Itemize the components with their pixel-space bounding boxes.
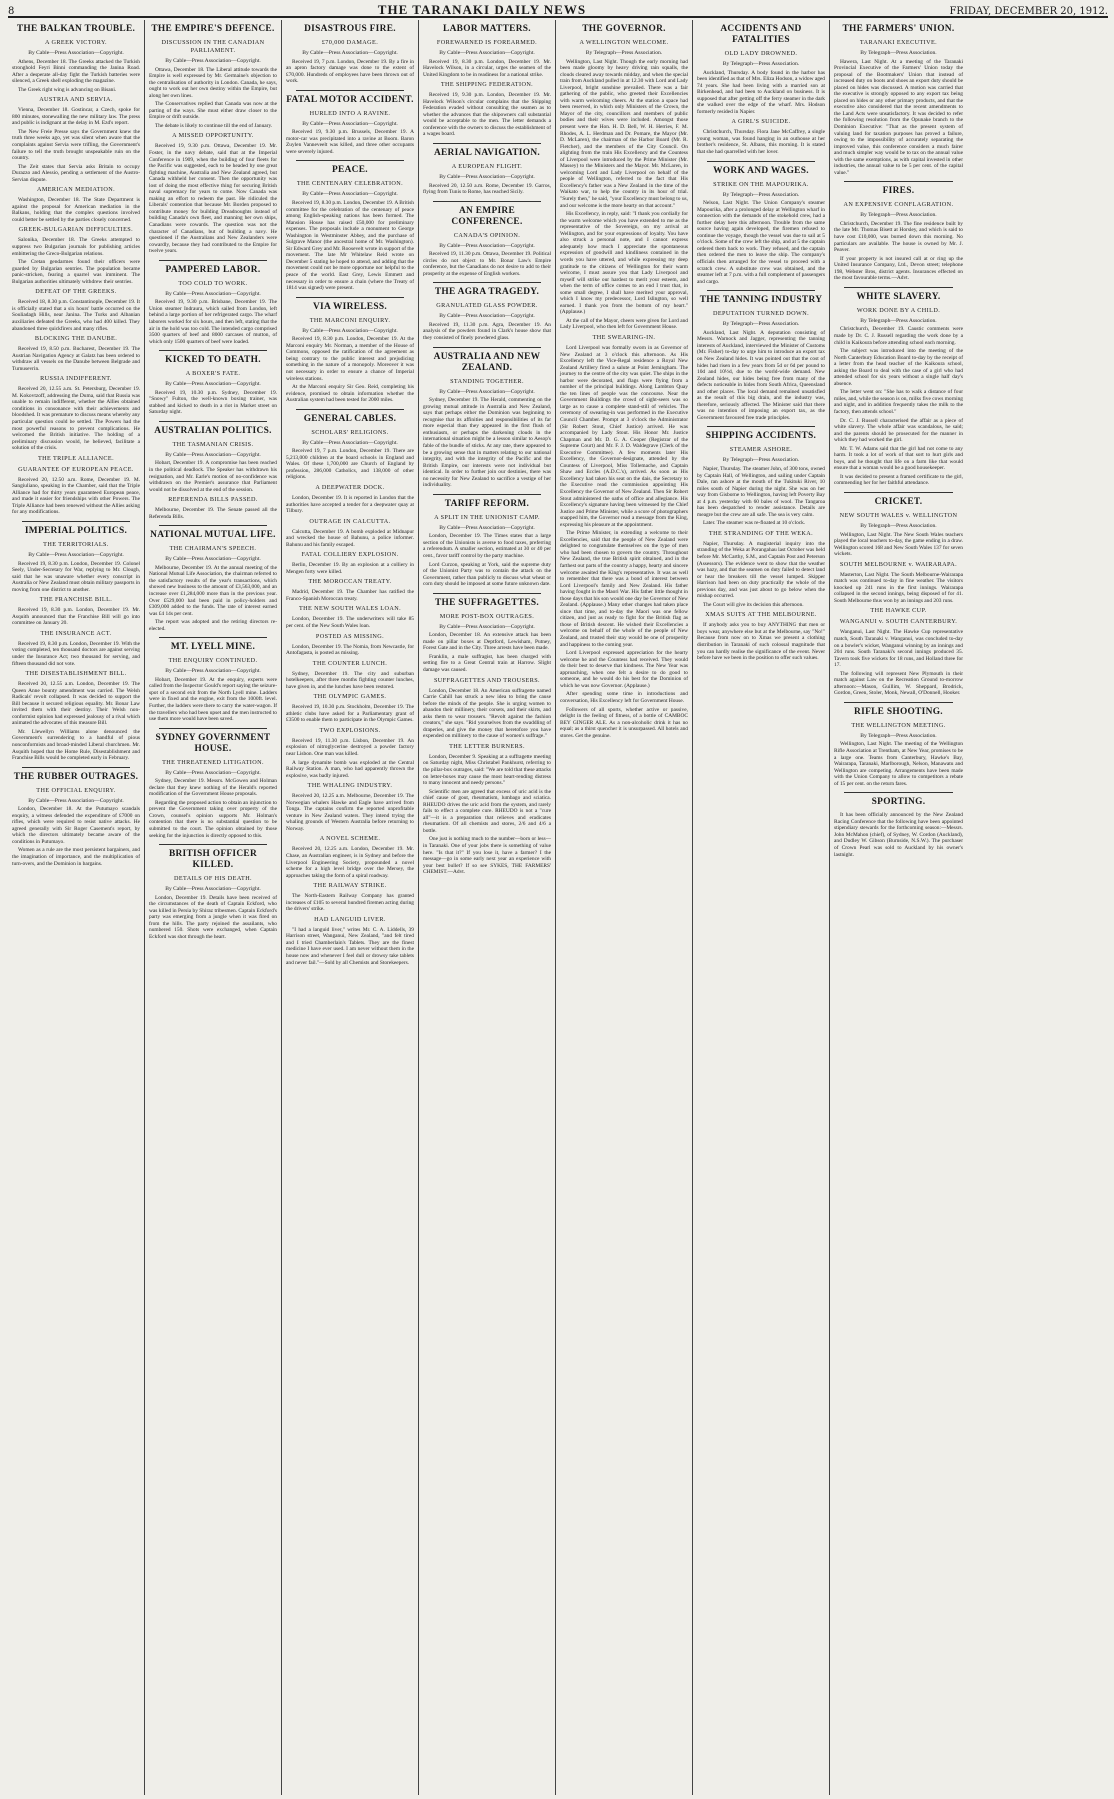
article-subheading: STRIKE ON THE MAPOURIKA. <box>713 180 809 188</box>
article-byline: By Cable—Press Association—Copyright. <box>165 381 261 388</box>
article-subheading: STEAMER ASHORE. <box>729 446 793 454</box>
article-subheading: DETAILS OF HIS DEATH. <box>173 875 253 883</box>
article-subheading: HAD LANGUID LIVER. <box>314 915 386 923</box>
article-byline: By Telegraph—Press Association. <box>722 191 800 198</box>
article-paragraph: The report was adopted and the retiring directors re-elected. <box>149 619 277 632</box>
article-divider <box>707 426 815 427</box>
article-divider <box>159 525 267 526</box>
article-paragraph: London, December 9. Speaking at a suffragette meeting on Saturday night, Miss Christabel Pankhurst, referring to the pillar-box outrages, said: "We are told that these attacks on letter-boxes may cause the most heart-rending distress to many innocent and needy persons." <box>423 753 551 787</box>
article-subheading: A BOXER'S FATE. <box>185 370 241 378</box>
article-headline: THE BALKAN TROUBLE. <box>16 24 136 34</box>
article-paragraph: Wellington, Last Night. Though the early morning had been made gloomy by heavy driving rain squalls, the clouds cleared away towards midday, and when the special train from Auckland pulled in at 12.30 with Lord and Lady Liverpool, bright sunshine prevailed. There was a fair gathering of the public, who greeted their Excellencies with warm welcoming cheers. At the station a space had been reserved, in which only Ministers of the Crown, the Mayor of the city, councillors and members of public bodies and their wives were included. Amongst those present were the Hon. H. D. Bell, W. H. Herries, F. M. Rhodes, A. L. Herdman and Dr. Pomare, the Mayor (Mr. D. McLaren), the chairman of the Harbor Board (Mr. R. Fletcher), and the members of the City Council. On alighting from the train His Excellency and the Countess of Liverpool were introduced by the Prime Minister (Mr. Massey) to the Ministers and the Mayor. Mr. McLaren, in welcoming Lord and Lady Liverpool on behalf of the people of Wellington, referred to the fact that His Excellency's father was a New Zealand in the time of the Waikato war, to help the country in its hour of trial. "Surely then," he said, "your Excellency must belong to us, and our welcome is the more hearty on that account." <box>560 58 688 209</box>
article-paragraph: Received 19, 7 p.m. London, December 19. By a fire in an apron factory damage was done to the extent of £70,000. Hundreds of employees have been thrown out of work. <box>286 58 414 85</box>
article-subheading: SOUTH MELBOURNE v. WAIRARAPA. <box>839 560 958 568</box>
article-byline: By Cable—Press Association—Copyright. <box>302 191 398 198</box>
article-paragraph: It has been officially announced by the New Zealand Racing Conference that the following have been appointed stipendiary stewards for the forthcoming season:—Messrs. John McMahon (chief), of Sydney, W. Cordon (Auckland), and Dudley W. Gibson (Burnside, N.S.W.). The purchaser of Crown Pearl was sold to Auckland by his owner's lastnight. <box>834 812 963 858</box>
article-subheading: WANGANUI v. SOUTH CANTERBURY. <box>839 618 958 626</box>
article-paragraph: Napier, Thursday. The steamer John, of 300 tons, owned by Captain Hall, of Wellington, and sailing under Captain Dale, ran ashore at the mouth of the Tukituki River, 10 miles south of Napier during the night. She was on her way from Gisborne to Wellington, having left Poverty Bay at 4 p.m. yesterday with 60 bales of wool. The Tangaroa has been despatched to render assistance. Details are meagre but the crew are all safe. The sea is very calm. <box>697 465 825 518</box>
article-headline: FATAL MOTOR ACCIDENT. <box>286 94 414 105</box>
article-divider <box>159 728 267 729</box>
article-byline: By Cable—Press Association—Copyright. <box>28 797 124 804</box>
article-paragraph: Christchurch, December 19. Caustic comments were made by Dr. C. J. Russell regarding the work done by a child in Kaikoura before attending school each morning. <box>834 326 963 346</box>
article-headline: BRITISH OFFICER KILLED. <box>168 849 258 871</box>
article-subheading: DISCUSSION IN THE CANADIAN PARLIAMENT. <box>161 39 265 54</box>
article-headline: THE SUFFRAGETTES. <box>434 597 540 608</box>
article-byline: By Cable—Press Association—Copyright. <box>165 668 261 675</box>
article-paragraph: It was decided to present a framed certificate to the girl, commending her for her faithful attendance. <box>834 473 963 487</box>
article-headline: ACCIDENTS AND FATALITIES <box>720 24 802 45</box>
article-subheading: SCHOLARS' RELIGIONS. <box>311 428 389 436</box>
article-divider <box>433 201 541 202</box>
article-divider <box>22 767 130 768</box>
article-subheading: A DEEPWATER DOCK. <box>315 483 385 491</box>
article-paragraph: Ottawa, December 18. The Liberal attitude towards the Empire is well expressed by Mr. Germaine's objection to the centralisation of authority in London. Canada, he says, ought to work out her own destiny within the Empire, but along her own lines. <box>149 66 277 99</box>
article-headline: AERIAL NAVIGATION. <box>433 148 541 159</box>
article-paragraph: London, December 19. The underwriters will take 85 per cent. of the New South Wales loan. <box>286 616 414 629</box>
article-divider <box>433 282 541 283</box>
article-paragraph: Received 19, 11.30 p.m. Agra, December 19. An analysis of the powders found in Clark's house show that they consisted of finely powdered glass. <box>423 321 551 342</box>
article-paragraph: Received 19, 10.30 p.m. Stockholm, December 19. The athletic clubs have asked for a Parliamentary grant of £3500 to enable them to participate in the Olympic Games. <box>286 704 414 724</box>
article-byline: By Cable—Press Association—Copyright. <box>165 58 261 64</box>
article-paragraph: Received 19, 11.30 p.m. Ottawa, December 19. Political circles do not object to Mr. Bonar Law's Empire conference, but the Canadians do not desire to add to their prosperity at the expense of English workers. <box>423 251 551 277</box>
article-paragraph: After spending some time in introductions and conversation, His Excellency left for Government House. <box>560 691 688 704</box>
article-byline: By Telegraph—Press Association. <box>722 61 800 67</box>
article-paragraph: Vienna, December 18. Gostincar, a Czech, spoke for 800 minutes, stonewalling the new military law. The press and public is indignant at the delay in M. Ezd's report. <box>12 107 140 127</box>
column-3 <box>282 20 419 1795</box>
article-divider <box>844 792 953 793</box>
article-headline: DISASTROUS FIRE. <box>304 24 396 34</box>
article-headline: PEACE. <box>332 165 368 176</box>
column-7 <box>830 20 967 1795</box>
article-paragraph: Received 19, 11.30 p.m. Lisbon, December 19. An explosion of nitroglycerine destroyed a powder factory near Lisbon. One man was killed. <box>286 737 414 757</box>
article-subheading: THE WELLINGTON MEETING. <box>851 721 946 729</box>
article-paragraph: Dr. C. J. Russell characterised the affair as a piece of white slavery. The whole affair was scandalous, he said; and the parents should be prosecuted for the manner in which they had worked the girl. <box>834 417 963 444</box>
article-divider <box>296 297 404 298</box>
article-byline: By Cable—Press Association—Copyright. <box>28 50 124 56</box>
article-subheading: A WELLINGTON WELCOME. <box>579 39 669 46</box>
article-paragraph: Auckland, Thursday. A body found in the harbor has been identified as that of Mrs. Eliza Hodson, a widow aged 74 years. She had been living with a married son at Birkenhead, and had been to Auckland on business. It is supposed that after getting off the ferry steamer in the dark she walked over the edge of the wharf. Mrs. Hodson formerly resided in Napier. <box>697 69 825 115</box>
article-paragraph: Madrid, December 19. The Chamber has ratified the Franco-Spanish Moroccan treaty. <box>286 589 414 602</box>
article-paragraph: Received 19, 8.30 p.m. London, December 19. At the Marconi enquiry Mr. Norman, a member of the House of Commons, opposed the ratification of the agreement as being contrary to the public interest and prejudicing something in the nature of a monopoly. Moreover it was not necessary in order to ensure a chance of Imperial wireless stations. <box>286 336 414 382</box>
article-divider <box>844 702 953 703</box>
article-paragraph: Nelson, Last Night. The Union Company's steamer Mapourika, after a prolonged delay at Wellington wharf in connection with the demands of the stokehold crew, had a further delay here this afternoon. Trouble from the same source having again developed, the firemen refused to continue the voyage, though the vessel was due to sail at 5 o'clock. Some of the crew left the ship, and at 5 the captain ordered them back to work. They refused, and the captain then ordered the men to leave the ship. The company's officials then arranged for the vessel to proceed with a scratch crew. A substitute crew was obtained, and the steamer left at 7 p.m. with a full complement of passengers and cargo. <box>697 200 825 285</box>
article-paragraph: Wellington, Last Night. The New South Wales teachers played the local teachers to-day, the game ending in a draw. Wellington scored 168 and New South Wales 137 for seven wickets. <box>834 531 963 558</box>
article-subheading: A SPLIT IN THE UNIONIST CAMP. <box>434 513 540 521</box>
article-subheading: A MISSED OPPORTUNITY. <box>172 132 254 140</box>
article-subheading: THE TERRITORIALS. <box>43 540 109 548</box>
columns <box>8 20 1108 1795</box>
article-headline: GENERAL CABLES. <box>303 413 397 424</box>
article-byline: By Telegraph—Press Association. <box>585 50 663 56</box>
article-byline: By Cable—Press Association—Copyright. <box>439 623 535 630</box>
article-subheading: THE DISESTABLISHMENT BILL. <box>25 670 127 678</box>
article-divider <box>159 637 267 638</box>
article-byline: By Cable—Press Association—Copyright. <box>302 120 398 127</box>
article-paragraph: If anybody asks you to buy ANYTHING that men or boys wear, anywhere else but at the Melbourne, say "No!" Because from now on to Xmas we present a clothing distribution in Taranaki of such colossal magnitude that you can hardly realise the significance of the event. Never before have we been in the position to offer such values. <box>697 622 825 662</box>
article-headline: LABOR MATTERS. <box>443 24 531 34</box>
article-subheading: A NOVEL SCHEME. <box>319 835 381 843</box>
article-paragraph: Received 19, 9.30 p.m. London, December 19. Mr. Havelock Wilson's circular complains that the Shipping Federation evaded without consulting the seamen as to whether the advances that the shipowners call substantial would be acceptable to the men. The letter demands a conference with the owners to discuss the establishment of a wages board. <box>423 92 551 138</box>
article-subheading: POSTED AS MISSING. <box>315 632 385 640</box>
article-headline: PAMPERED LABOR. <box>165 264 261 275</box>
article-subheading: SUFFRAGETTES AND TROUSERS. <box>433 676 541 684</box>
issue-date: FRIDAY, DECEMBER 20, 1912. <box>949 6 1108 17</box>
article-paragraph: Salonika, December 18. The Greeks attempted to suppress two Bulgarian journals for publishing articles embittering the Greco-Bulgarian relations. <box>12 237 140 257</box>
page-number: 8 <box>8 6 15 17</box>
article-byline: By Cable—Press Association—Copyright. <box>439 242 535 249</box>
article-paragraph: The letter went on: "She has to walk a distance of four miles, and, while the season is on, milks five cows morning and night, and in addition frequently takes the milk to the factory, then attends school." <box>834 389 963 415</box>
article-byline: By Cable—Press Association—Copyright. <box>302 439 398 446</box>
column-1 <box>8 20 145 1795</box>
article-paragraph: The Greek right wing is advancing on Bisani. <box>18 86 117 93</box>
article-paragraph: Sydney, December 19. The city and suburban hotelkeepers, after three months fighting counter lunches, have given in, and the lunches have been restored. <box>286 670 414 690</box>
article-paragraph: Franklin, a male suffragist, has been charged with setting fire to a Great Central train at Harrow. Slight damage was caused. <box>423 653 551 673</box>
article-subheading: HURLED INTO A RAVINE. <box>309 109 391 117</box>
article-byline: By Cable—Press Association—Copyright. <box>165 769 261 776</box>
article-headline: THE RUBBER OUTRAGES. <box>13 771 139 782</box>
article-paragraph: London, December 19. The Nomia, from Newcastle, for Antofagasta, is posted as missing. <box>286 643 414 657</box>
article-subheading: DEPUTATION TURNED DOWN. <box>712 310 810 318</box>
article-headline: THE GOVERNOR. <box>582 24 666 34</box>
article-headline: VIA WIRELESS. <box>312 301 388 312</box>
article-divider <box>159 844 267 845</box>
article-paragraph: Mr. Llewellyn Williams alone denounced the Government's surrendering to a handful of pious nonconformists and broad-minded Liberal churchmen. Mr. Asquith hoped that the Home Rule, Disestablishment and Franchise Bills would be completed early in February. <box>12 728 140 762</box>
article-byline: By Telegraph—Press Association. <box>860 50 937 56</box>
article-paragraph: The Cretan gendarmes found their officers were guarded by Bulgarian sentries. The population became panic-stricken, fearing a quarrel was imminent. The Bulgarian authorities ultimately withdrew their sentries. <box>12 259 140 285</box>
article-divider <box>844 492 953 493</box>
article-subheading: DEFEAT OF THE GREEKS. <box>35 288 117 296</box>
article-byline: By Telegraph—Press Association. <box>722 321 800 328</box>
article-paragraph: London, December 18. At the Putumayo scandals enquiry, a witness defended the expenditure of £7000 on rifles, which were required to resist native attacks. He agreed generally with Sir Roger Casement's report, by which the directors ultimately became aware of the conditions in Putumayo. <box>12 806 140 845</box>
article-headline: SHIPPING ACCIDENTS. <box>705 431 817 442</box>
article-subheading: AN EXPENSIVE CONFLAGRATION. <box>843 201 954 209</box>
article-paragraph: Regarding the proposed action to obtain an injunction to prevent the Government taking over property of the Crown, counsel's opinion supports Mr. Holman's contention that there is no substantial question to be submitted to the court. The opinion obtained by those seeking for the injunction is directly opposed to this. <box>149 799 277 839</box>
article-paragraph: The Prime Minister, in extending a welcome to their Excellencies, said that the people of New Zealand were delighted to congratulate themselves on the type of men who had been chosen to govern the country. Throughout New Zealand, the true British spirit obtained, and in the farthest out parts of the country a happy, hearty and sincere welcome awaited the King's representative. It was as well to remember that there was a bond of interest between Lord Liverpool's family and New Zealand. His father having fought in the Maori War. His father little thought in those days that his son would one day be Governor of New Zealand. (Applause.) Many other changes had taken place since that time, and to-day the Maori was one fellow citizen, and just as ready to fight for the British flag as those of British descent. He wished their Excellencies a welcome on behalf of the whole of the people of New Zealand, and trusted their stay would be one of prosperity and happiness to the coming year. <box>560 530 688 648</box>
article-subheading: A EUROPEAN FLIGHT. <box>451 163 523 171</box>
article-headline: THE AGRA TRAGEDY. <box>434 287 540 298</box>
article-byline: By Cable—Press Association—Copyright. <box>302 327 398 334</box>
article-paragraph: Masterton, Last Night. The South Melbourne-Wairarapa match was continued to-day in fine weather. The visitors knocked up 241 runs in the first innings. Wairarapa collapsed in the second innings, being disposed of for 41. South Melbourne thus won by an innings and 203 runs. <box>834 571 963 604</box>
article-divider <box>159 350 267 351</box>
article-paragraph: Received 19, 8.50 p.m. Bucharest, December 19. The Austrian Navigation Agency at Galatz has been ordered to withdraw all vessels on the Danube between Belgrade and Turnusevrin. <box>12 346 140 372</box>
column-2 <box>145 20 282 1795</box>
article-divider <box>159 421 267 422</box>
article-byline: By Telegraph—Press Association. <box>860 732 937 739</box>
article-paragraph: Received 19, 9.30 p.m. Brisbane, December 19. The Union steamer Indraura, which sailed from London, left behind a large portion of her refrigerated cargo. The wharf laborers worked for six hours, and then left, stating that the air in the hold was too cold. The intended cargo comprised 3500 quarters of beef and 8000 carcases of mutton, of which only 1500 quarters of beef were loaded. <box>149 299 277 345</box>
article-headline: KICKED TO DEATH. <box>165 355 261 366</box>
article-paragraph: Received 20, 12.55 a.m. St. Petersburg, December 19. M. Kokovtzoff, addressing the Duma, said that Russia was unable to remain indifferent, whether the Allies obtained conditions in consonance with their achievements and bloodshed. It was premature to discuss means whereby any particular question could be settled. The Powers had the most powerful reasons to prevent complications. He welcomed the British initiative. The holding of a preliminary discussion would, he believed, facilitate a solution of the crisis. <box>12 386 140 452</box>
article-paragraph: The North-Eastern Railway Company has granted increases of £105 to several hundred firemen acting during the drivers' strike. <box>286 893 414 913</box>
article-byline: By Telegraph—Press Association. <box>860 212 937 219</box>
article-paragraph: Received 19, 10.30 p.m. Sydney, December 19. "Snowy" Fulton, the well-known boxing trainer, was stabbed and kicked to death in a riot in Market street on Saturday night. <box>149 389 277 416</box>
article-subheading: THE TASMANIAN CRISIS. <box>172 440 254 448</box>
newspaper-title: THE TARANAKI DAILY NEWS <box>377 2 587 17</box>
article-headline: WHITE SLAVERY. <box>856 291 941 302</box>
article-subheading: THE MARCONI ENQUIRY. <box>309 316 391 324</box>
article-paragraph: Hobart, December 19. At the enquiry, experts were called from the Inspector Gould's report saying the seizure-spot of a second exit from the North Lyell mine. Ladders were in fixed and the engine, exit from the 1000ft. level. Further, the ladders were there to carry the water-wagon. If the travellers who had been upset and the men instructed to use them more would have been saved. <box>149 676 277 723</box>
article-paragraph: Received 19, 8.30 p.m. London, December 19. Mr. Asquith announced that the Franchise Bill will go into committee on January 20. <box>12 607 140 627</box>
article-paragraph: Wanganui, Last Night. The Hawke Cup representative match, South Taranaki v. Wanganui, was concluded to-day on a bowler's wicket, Wanganui winning by an innings and 204 runs. South Taranaki's second innings produced 35. Tavern took five wickets for 18 runs, and Holland three for 17. <box>834 629 963 669</box>
article-paragraph: The debate is likely to continue till the end of January. <box>155 122 273 129</box>
article-divider <box>296 160 404 161</box>
article-headline: TARIFF REFORM. <box>444 498 530 509</box>
article-paragraph: Mr. T. W. Adams said that the girl had not come to any harm. It took a lot of work of that sort to hurt girls and boys, and he thought that life on a farm like that would ensure that a woman would be a good housekeeper. <box>834 445 963 472</box>
article-byline: By Cable—Press Association—Copyright. <box>439 524 535 531</box>
article-paragraph: The Conservatives replied that Canada was now at the parting of the ways. She must either draw closer to the Empire or drift outside. <box>149 101 277 121</box>
article-paragraph: Lord Curzon, speaking at York, said the supreme duty of the Unionist Party was to contain the attack on the Government, rather than publicly to discuss what wheat or corn duty should be imposed at some future unknown date. <box>423 561 551 588</box>
article-subheading: BLOCKING THE DANUBE. <box>34 335 118 343</box>
article-paragraph: Received 19, 8.30 p.m. London, December 19. Mr. Havelock Wilson, in a circular, urges the seamen of the United Kingdom to be in readiness for a national strike. <box>423 58 551 78</box>
article-divider <box>433 494 541 495</box>
article-paragraph: The Zeit states that Servia asks Britain to occupy Durazzo and Alessio, pending a settlement of the Austro-Servian dispute. <box>12 163 140 183</box>
article-paragraph: Received 19, 7 p.m. London, December 19. There are 5,213,000 children at the board schools in England and Wales. Of these 1,700,000 are Church of England by profession, 286,000 Catholics, and 138,000 of other religions. <box>286 448 414 481</box>
article-paragraph: One just is nothing much to the number—born or less—in Taranaki. One of your jobs there is something of value here. "Is that it?" If you lose it, have a farmer? I the message—go in some early next year an experience with your best bullet? If so see SYKES, THE FARMERS' CHEMIST.—Advt. <box>423 836 551 876</box>
article-byline: By Cable—Press Association—Copyright. <box>165 290 261 297</box>
article-paragraph: The Court will give its decision this afternoon. <box>703 601 804 608</box>
article-paragraph: At the call of the Mayor, cheers were given for Lord and Lady Liverpool, who then left for Government House. <box>560 317 688 331</box>
article-divider <box>433 347 541 348</box>
article-divider <box>296 90 404 91</box>
article-subheading: XMAS SUITS AT THE MELBOURNE. <box>705 611 817 619</box>
article-paragraph: Received 18, 8.30 p.m. Constantinople, December 19. It is officially stated that a six hours' battle occurred on the Souliadagh Hills, near Janina. The Turks and Albanian auxiliaries defeated the Greeks, who had 400 killed. They abandoned three quickfirers and many rifles. <box>12 299 140 332</box>
article-subheading: GREEK-BULGARIAN DIFFICULTIES. <box>18 226 134 234</box>
article-byline: By Cable—Press Association—Copyright. <box>165 556 261 563</box>
article-headline: FIRES. <box>882 186 915 197</box>
article-byline: By Cable—Press Association—Copyright. <box>165 886 261 893</box>
article-paragraph: Berlin, December 19. By an explosion at a colliery in Mengen forty were killed. <box>286 562 414 575</box>
article-paragraph: Athens, December 18. The Greeks attacked the Turkish stronghold Feyri Binni commanding the Janina Road. After a desperate all-day fight the Turkish batteries were silenced, a Greek shell exploding the magazine. <box>12 58 140 85</box>
article-paragraph: "I had a languid liver," writes Mr. C. A. Liddells, 39 Harrison street, Wanganui, New Zealand, "and felt tired and I tried Chamberlain's Tablets. They are the finest medicine I have ever used. I am never without them in the house now and whenever I feel dull or drowsy take tablets and never fail."—Sold by all Chemists and Storekeepers. <box>286 926 414 966</box>
article-subheading: THE WHALING INDUSTRY. <box>307 782 393 790</box>
article-paragraph: Received 19, 8.30 p.m. London, December 19. With the voting completed, ten thousand doctors are against serving under the Insurance Act; two thousand for serving, and fifteen thousand did not vote. <box>12 640 140 667</box>
article-paragraph: Auckland, Last Night. A deputation consisting of Messrs. Warnock and Jagger, representing the tanning interests of Auckland, interviewed the Minister of Customs (Mr. Fisher) to-day to urge him to introduce an export tax on New Zealand hides. It was pointed out that the cost of hides had risen in a few years from 5d or 6d per pound to 10d and 10½d, due to the world-wide demand. New Zealand hides, our hides being free from many of the defects noticeable in hides from South Africa, Queensland and other places. The local demand remained unsatisfied as the result of this big drain, and the industry was, therefore, seriously affected. The Minister said that there was no intention of imposing an export tax, as the Government favoured free trade principles. <box>697 329 825 421</box>
article-subheading: THE RAILWAY STRIKE. <box>313 882 387 890</box>
article-headline: NATIONAL MUTUAL LIFE. <box>150 530 276 541</box>
article-byline: By Cable—Press Association—Copyright. <box>302 50 398 56</box>
article-byline: By Cable—Press Association—Copyright. <box>439 388 535 395</box>
article-subheading: THE CHAIRMAN'S SPEECH. <box>169 545 257 553</box>
article-subheading: RUSSIA INDIFFERENT. <box>40 375 112 383</box>
article-paragraph: Melbourne, December 19. The Senate passed all the Referenda Bills. <box>149 507 277 520</box>
article-subheading: WORK DONE BY A CHILD. <box>856 306 941 314</box>
article-subheading: THE HAWKE CUP. <box>870 607 927 615</box>
article-divider <box>707 161 815 162</box>
article-paragraph: Christchurch, December 19. The fine residence built by the late Mr. Thomas Bisett at Horsley, and which is said to have cost £10,000, was burned down this morning. No particulars are available. The house is owned by Mr. J. Peaver. <box>834 220 963 254</box>
article-paragraph: Scientific men are agreed that excess of uric acid is the chief cause of gout, rheumatism, lumbago and sciatica. RHEUDO drives the uric acid from the system, and rarely fails to effect a complete cure. RHEUDO is not a "cure all"—it is a preparation that relieves and eradicates rheumatism. Of all chemists and stores, 2/6 and 4/6 a bottle. <box>423 788 551 834</box>
article-paragraph: Christchurch, Thursday. Flora Jane McCaffrey, a single young woman, was found hanging in an outhouse at her brother's residence, St. Albans, this morning. It is stated that she had quarrelled with her lover. <box>697 129 825 156</box>
article-headline: CRICKET. <box>874 496 923 507</box>
article-subheading: THE OFFICIAL ENQUIRY. <box>36 786 116 794</box>
article-paragraph: Received 20, 12.25 a.m. London, December 19. Mr. Chase, an Australian engineer, is in Sydney and before the Liverpool Engineering Society, propounded a novel scheme for a high level bridge over the Mersey, the approaches taking the form of a spiral roadway. <box>286 846 414 879</box>
article-subheading: NEW SOUTH WALES v. WELLINGTON <box>839 511 958 519</box>
article-subheading: £70,000 DAMAGE. <box>321 39 379 46</box>
article-divider <box>296 409 404 410</box>
article-headline: IMPERIAL POLITICS. <box>24 525 128 536</box>
article-subheading: A GIRL'S SUICIDE. <box>731 118 791 126</box>
article-paragraph: Received 20, 12.55 a.m. London, December 19. The Queen Anne bounty amendment was carried. The Welsh Radicals' revolt collapsed. It was decided to support the Bill because it secured religious equality. Mr. Bonar Law invited them with their destiny. Their Welsh non-conformist opinion had expressed jealousy of a rival which animated the advocates of this measure Bill. <box>12 681 140 727</box>
article-subheading: TARANAKI EXECUTIVE. <box>859 39 938 46</box>
article-paragraph: If your property is not insured call at or ring up the United Insurance Company, Ltd., Devon street; telephone 198, Webster Bros, district agents. Insurances effected on the most favourable terms.—Advt. <box>834 255 963 282</box>
article-paragraph: Sydney, December 19. The Herald, commenting on the growing mutual attitude in Australia and New Zealand, says that perhaps either the Dominion was beginning to recognise that its affinities and responsibilities of its far more especial than they appeared in the first flush of enthusiasm, or perhaps the darkening clouds in the international situation might be a lesson similar to Aesop's fable of the bundle of sticks. At any rate, there appeared to be a growing sense that in matters relating to our national integrity, and with the integrity of the Pacific and the British Empire, our interests were not individual but identical. In order to further join our destinies, there was no necessity for New Zealand to sacrifice a vestige of her individuality. <box>423 397 551 489</box>
article-byline: By Cable—Press Association—Copyright. <box>439 313 535 320</box>
article-headline: MT. LYELL MINE. <box>170 642 256 653</box>
article-subheading: STANDING TOGETHER. <box>450 377 524 385</box>
column-6 <box>693 20 830 1795</box>
article-subheading: THE COUNTER LUNCH. <box>312 659 388 667</box>
article-paragraph: Lord Liverpool was formally sworn in as Governor of New Zealand at 3 o'clock this afternoon. As His Excellency left the Vice-Regal residence a Royal New Zealand Artillery fired a salute at Point Jerningham. The journey to the centre of the city was quiet. The ships in the harbor were decorated, and flags were flying from a number of the principal buildings. Along Lambton Quay the ten lines of people was the concourse. Near the Government Buildings the crowd of sight-seers was so large as to cause a complete stand-still of vehicles. The ceremony of swearing-in was performed in the Executive Council Chamber. Prompt at 3 o'clock the Administrator (Sir Robert Stout, Chief Justice) arrived. He was accompanied by Lady Stout. His Honor Mr. Justice Chapman and Mr. D. G. A. Cooper (Registrar of the Supreme Court) and Mr. F. J. D. Waldegrave (Clerk of the Executive Committee). A few moments later His Excellency, the Governor-designate, attended by the Countess of Liverpool, Miss Tollemache, and Captain Shaw and Eccles (A.D.C.'s), arrived. As soon as His Excellency had taken his seat on the dais, the Secretary to the Executive read the commission appointing His Excellency the Governor of New Zealand. Then Sir Robert Stout administered the oaths of office and allegiance. His Excellency's signature having been witnessed by the Chief Justice and Prime Minister, while a score of photographers snapped him, the Governor read a message from the King, expressing his pleasure at the appointment. <box>560 344 688 528</box>
article-paragraph: Received 20, 12.50 a.m. Rome, December 19. Garros, flying from Tunis to Rome, has reached Sicily. <box>423 182 551 196</box>
article-divider <box>433 143 541 144</box>
article-subheading: THE SHIPPING FEDERATION. <box>440 81 534 89</box>
article-subheading: GUARANTEE OF EUROPEAN PEACE. <box>18 465 134 473</box>
article-paragraph: His Excellency, in reply, said: "I thank you cordially for the warm welcome which you have extended to me as the representative of the Sovereign, on my arrival at Wellington, and for your expressions of loyalty. You have also struck a personal note, and I cannot express adequately how much I appreciate the spontaneous expression of goodwill and kindliness contained in the words you have uttered, and while expressing my deep gratitude to the citizens of Wellington for their warm welcome, I must assure you that Lady Liverpool and myself will strike our hardest to merit your esteem, and when the term of office comes to an end I trust that, in some small degree, I shall have merited your approval, which I know my predecessor, Lord Islington, so well earned. I thank you from the bottom of my heart." (Applause.) <box>560 211 688 316</box>
article-subheading: MORE POST-BOX OUTRAGES. <box>439 612 535 620</box>
article-paragraph: Washington, December 18. The State Department is against the proposal for American mediation in the Balkans, holding that the complex questions involved could better be settled by the parties closely concerned. <box>12 197 140 223</box>
article-paragraph: Received 19, 9.30 p.m. Ottawa, December 19. Mr. Foster, in the navy debate, said that at the Imperial Conference in 1909, when the building of four fleets for the Pacific was suggested, each to be headed by one great fighting machine, Australia and New Zealand agreed, but Canada withheld her consent. Then the opportunity was lost of doing the most effective thing for securing British naval supremacy for years to come. Now Canada was making an effort to redeem the past. He ridiculed the Liberals' contention that because Mr. Borden proposed to contribute money for building Dreadnoughts instead of building Canada's own fleet, and manning her own ships, Canadians were cowards. The question was not the character of Canadians, but of building a navy. He questioned if the Australians and New Zealanders were cowardly, because they had contributed to the Empire for twelve years. <box>149 143 277 255</box>
article-paragraph: Napier, Thursday. A magisterial inquiry into the stranding of the Weka at Porangahau last October was held before Mr. McCarthy, S.M., and Captain Post and Peterson (Assessors). The evidence went to show that the weather was hazy, and that the seamen on duty failed to detect land or hear the breakers till the vessel lumped. Skipper Harrison had been on duty practically the whole of the previous day, and was just about to go below when the mishap occurred. <box>697 540 825 600</box>
article-subheading: AMERICAN MEDIATION. <box>36 186 116 194</box>
article-subheading: OLD LADY DROWNED. <box>724 50 798 57</box>
article-subheading: CANADA'S OPINION. <box>453 231 521 239</box>
article-divider <box>433 593 541 594</box>
article-paragraph: Sydney, December 19. Messrs. McGowen and Holman declare that they knew nothing of the Herald's reported modification of the Government House proposals. <box>149 778 277 798</box>
article-subheading: A GREEK VICTORY. <box>45 39 107 46</box>
article-paragraph: At the Marconi enquiry Sir Geo. Reid, completing his evidence, promised to obtain information whether the Australian system had been tested for 2000 miles. <box>286 384 414 404</box>
article-headline: AUSTRALIAN POLITICS. <box>154 425 272 436</box>
article-subheading: THE MOROCCAN TREATY. <box>308 578 392 586</box>
article-subheading: THE LETTER BURNERS. <box>449 742 525 750</box>
article-paragraph: Hawera, Last Night. At a meeting of the Taranaki Provincial Executive of the Farmers' Union today the proposal of the Bootmakers' Union that instead of increased duty on boots and shoes an export duty should be placed on hides was discussed. A motion was carried that the executive is strongly opposed to any export tax being placed on hides or any other primary products, and that the executive also considered that the recent amendments to the Land Acts were unsatisfactory. It was decided to refer the following resolution from the Opunake branch to the Dominion Executive: "That as the present system of valuing land for taxation purposes has proved a failure, owing to the impossibility of accurately separating the improved value, this conference considers a much fairer and much simpler way would be to tax on the annual value with the same exemptions, as with capital invested in other industries, the annual value to be 5 per cent. of the capital value." <box>834 58 963 176</box>
article-paragraph: Hobart, December 19. A compromise has been reached in the political deadlock. The Speaker has withdrawn his resignation, and Mr. Earle's motion of no-confidence was withdrawn on the Premier's assurance that Parliament would not be dissolved at the end of the session. <box>149 460 277 493</box>
article-divider <box>707 290 815 291</box>
article-headline: SPORTING. <box>871 797 926 808</box>
article-headline: WORK AND WAGES. <box>713 165 809 176</box>
article-paragraph: London, December 18. An extensive attack has been made on pillar boxes at Deptford, Lewisham, Putney, Forest Gate and in the City. Three arrests have been made. <box>423 632 551 652</box>
article-subheading: THE NEW SOUTH WALES LOAN. <box>298 605 402 613</box>
article-subheading: THE THREATENED LITIGATION. <box>162 758 264 766</box>
article-subheading: THE SWEARING-IN. <box>592 333 656 341</box>
article-subheading: THE OLYMPIC GAMES. <box>313 693 387 701</box>
article-subheading: TWO EXPLOSIONS. <box>319 726 381 734</box>
column-5 <box>556 20 693 1795</box>
article-byline: By Telegraph—Press Association. <box>722 457 800 464</box>
article-subheading: REFERENDA BILLS PASSED. <box>168 496 258 504</box>
article-paragraph: Wellington, Last Night. The meeting of the Wellington Rifle Association at Trentham, at New Year, promises to be a large one. Teams from Canterbury, Hawke's Bay, Wairarapa, Taranaki, Marlborough, Nelson, Manawatu and Wellington are competing. Arrangements have been made with the Union Company to allow to competitors a rebate of 15 per cent. on the return fares. <box>834 741 963 787</box>
article-subheading: THE TRIPLE ALLIANCE. <box>37 454 115 462</box>
article-paragraph: The following will represent New Plymouth in their match against Law on the Recreation Ground to-morrow afternoon:—Mason, Guillim, W. Sheppard, Brodrick, Gordon, Green, Stoler, Monk, Newall, O'Donnell, Hooker. <box>834 670 963 697</box>
article-headline: THE TANNING INDUSTRY <box>699 295 823 306</box>
article-headline: THE EMPIRE'S DEFENCE. <box>151 24 275 34</box>
column-4 <box>419 20 556 1795</box>
article-headline: AUSTRALIA AND NEW ZEALAND. <box>433 351 541 373</box>
article-paragraph: Melbourne, December 19. At the annual meeting of the National Mutual Life Association, the chairman referred to the satisfactory results of the year's transactions, which showed new business to the amount of £3,563,000, and an increase over £1,284,000 more than in the previous year. Over £529,000 had been paid in policy-holders and £309,000 added to the funds. The rate of interest earned was £4 14s per cent. <box>149 564 277 617</box>
article-byline: By Cable—Press Association—Copyright. <box>165 451 261 458</box>
article-subheading: THE INSURANCE ACT. <box>40 629 112 637</box>
article-paragraph: Calcutta, December 19. A bomb exploded at Midnapur and wrecked the house of Bahunu, a police informer. Bahunu and his family escaped. <box>286 528 414 548</box>
article-paragraph: The New Freie Presse says the Government knew the truth three weeks ago, yet was silent when aware that the complaints against Servia were trifling, the Government's failure to tell the truth brought unspeakable ruin on the country. <box>12 128 140 162</box>
article-paragraph: London, December 19. The Times states that a large section of the Unionists is averse to food taxes, preferring a referendum. A smaller section, estimated at 30 or 40 per cent., favor tariff control by the party machine. <box>423 533 551 559</box>
article-subheading: THE STRANDING OF THE WEKA. <box>708 529 814 537</box>
article-byline: By Cable—Press Association—Copyright. <box>439 174 535 181</box>
article-byline: By Telegraph—Press Association. <box>860 522 937 529</box>
article-subheading: FATAL COLLIERY EXPLOSION. <box>301 551 399 559</box>
article-subheading: OUTRAGE IN CALCUTTA. <box>309 517 391 525</box>
article-paragraph: Women as a rule are the most persistent bargainers, and the imagination of importance, and the multiplication of turn-overs, and the Dominion in bargains. <box>12 847 140 867</box>
article-subheading: THE CENTENARY CELEBRATION. <box>296 180 404 188</box>
article-paragraph: A large dynamite bomb was exploded at the Central Railway Station. A man, who had apparently thrown the explosive, was badly injured. <box>286 759 414 779</box>
article-headline: RIFLE SHOOTING. <box>854 706 943 717</box>
article-paragraph: Received 19, 8.30 p.m. London, December 19. Colonel Seely, Under-Secretary for War, replying to Mr. Clough, said that he was unaware whether every conscript in Australia or New Zealand must obtain military passports in moving from one district to another. <box>12 560 140 593</box>
article-divider <box>844 181 953 182</box>
article-subheading: TOO COLD TO WORK. <box>178 279 248 287</box>
article-headline: AN EMPIRE CONFERENCE. <box>451 205 523 227</box>
article-paragraph: Later. The steamer was re-floated at 10 o'clock. <box>703 520 806 527</box>
article-paragraph: London, December 19. It is reported in London that the authorities have accepted a tender for a deepwater quay at Tilbury. <box>286 494 414 515</box>
article-byline: By Cable—Press Association—Copyright. <box>28 551 124 558</box>
article-paragraph: London, December 19. Details have been received of the circumstances of the death of Captain Eckford, who was killed in Persia by Shiraz tribesmen. Captain Eckford's party was emerging from a jungle when it was fired on from the hills. The party rejoined the assailants, who numbered 150. Shots were exchanged, when Captain Eckford was shot through the heart. <box>149 894 277 940</box>
article-paragraph: Received 19, 9.30 p.m. Brussels, December 19. A motor-car was precipitated into a ravine at Boom. Baron Zuylen Vanneveelt was killed, and three other occupants were severely injured. <box>286 129 414 155</box>
article-headline: THE FARMERS' UNION. <box>842 24 955 34</box>
article-paragraph: The subject was introduced into the meeting of the North Canterbury Education Board to-day by the receipt of a letter from the head teacher of the Kaikoura school, asking the Board to deal with the case of a girl who had attended school for six years without a single half day's absence. <box>834 348 963 387</box>
article-byline: By Telegraph—Press Association. <box>860 317 937 324</box>
article-subheading: FOREWARNED IS FOREARMED. <box>436 39 538 46</box>
article-paragraph: Received 20, 12.50 a.m. Rome, December 19. M. Sangiuliano, speaking in the Chamber, said that the Triple Alliance had for thirty years guaranteed European peace, and made it easier for friendships with other Powers. The Triple Alliance had been renewed without the Allies asking for any modifications. <box>12 476 140 516</box>
article-headline: SYDNEY GOVERNMENT HOUSE. <box>155 732 271 754</box>
article-divider <box>844 287 953 288</box>
article-paragraph: Followers of all sports, whether active or passive, delight in the feeling of fitness, of a bottle of CAMBOC BEY GINGER ALE. As a non-alcoholic drink it has no equal; as a thirst quencher it is unsurpassed. All hotels and stores. Get the genuine. <box>560 706 688 739</box>
article-divider <box>22 521 130 522</box>
article-subheading: THE FRANCHISE BILL. <box>39 596 113 604</box>
article-paragraph: Received 19, 8.30 p.m. London, December 19. A British committee for the celebration of the centenary of peace among English-speaking nations has been formed. The Mansion House has raised £50,000 for preliminary expenses. The proposals include a monument to George Washington in Westminster Abbey, and the purchase of Sulgrave Manor (the ancestral home of Mr. Washington). Sir Edward Grey and Mr. Roosevelt wrote in support of the movement. The late Mr Whitelaw Reid wrote on December 5 stating he hoped to attend, and adding that the movement could not be more opportune nor helpful to the peace of the world. East Grey, Lewis Emmett and necessary in order to ensure a chain (where the Treaty of 1814 was signed) were present. <box>286 200 415 292</box>
article-subheading: GRANULATED GLASS POWDER. <box>436 302 538 310</box>
article-divider <box>159 260 267 261</box>
article-paragraph: Received 20, 12.25 a.m. Melbourne, December 19. The Norwegian whalers Hawke and Eagle have arrived from Tonga. The captains confirm the reported unprofitable venture in New Zealand waters. They intend trying the whaling grounds of Western Australia before returning to Norway. <box>286 793 414 832</box>
masthead <box>8 4 1108 18</box>
article-subheading: AUSTRIA AND SERVIA. <box>39 96 113 104</box>
article-byline: By Cable—Press Association—Copyright. <box>439 50 535 56</box>
article-subheading: THE ENQUIRY CONTINUED. <box>168 657 258 665</box>
article-paragraph: London, December 18. An American suffragette named Carrie Cahill has struck a new idea to bring the cause before the minds of the people. She is urging women to abandon their millinery, their corsets, and their skirts, and asks them to wear trousers. "Revolt against the fashion creators," she says. "Rid yourselves from the swaddling of draperies, and give the money that heretofore you have expended on millinery to the cause of women's suffrage." <box>423 687 551 740</box>
article-paragraph: Lord Liverpool expressed appreciation for the hearty welcome he and the Countess had received. They would do their best to deserve that kindness. The New Year was approaching, when one felt a desire to do good to someone, and he would do his best for the Dominion of which he was now Governor. (Applause.) <box>560 650 688 689</box>
